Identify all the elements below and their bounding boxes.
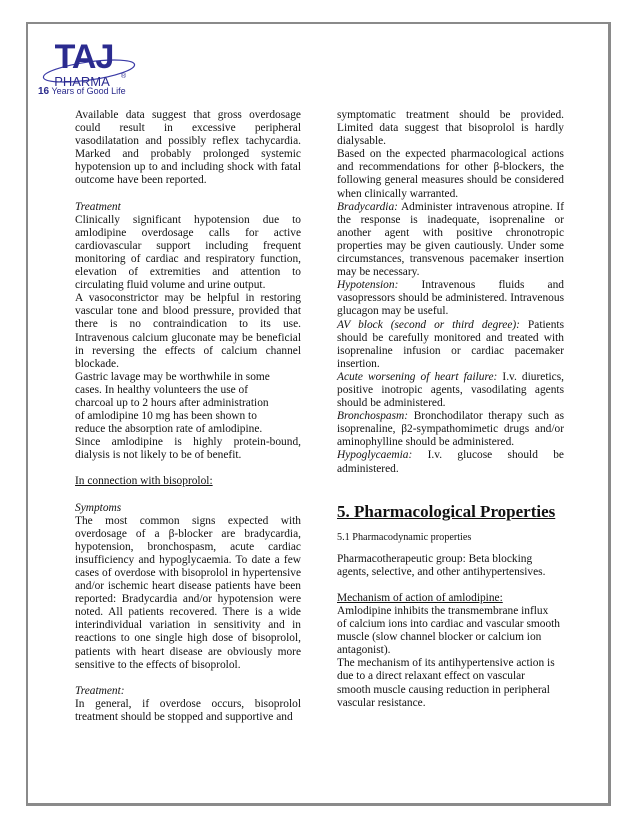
treatment-bisoprolol-heading: Treatment:	[75, 684, 125, 697]
hypoglycaemia-label: Hypoglycaemia:	[337, 449, 413, 462]
hypotension-text: Intravenous fluids and vasopressors should be administered. Intravenous glucagon may be useful.	[337, 279, 564, 318]
mechanism-heading: Mechanism of action of amlodipine:	[337, 591, 503, 604]
right-column	[337, 109, 564, 710]
text-line: The mechanism of its antihypertensive action is	[337, 657, 555, 670]
logo-sub-text: PHARMA	[54, 74, 110, 89]
heart-failure-text: I.v. diuretics, positive inotropic agents, vasodilating agents should be administered.	[337, 370, 564, 410]
text-line: due to a direct relaxant effect on vascular	[337, 670, 525, 683]
av-block-label: AV block (second or third degree):	[337, 318, 520, 331]
text-line: Gastric lavage may be worthwhile in some	[75, 370, 270, 383]
treatment-paragraph-2: A vasoconstrictor may be helpful in restoring vascular tone and blood pressure, provided that there is no contraindication to its use. Intravenous calcium gluconate may be beneficial in reversing the effects of calcium channel blockade.	[75, 292, 301, 370]
bradycardia-text: Administer intravenous atropine. If the response is inadequate, isoprenaline or another agent with positive chronotropic properties may be given cautiously. Under some circumstances, transvenous pacemaker insertion may be necessary.	[337, 200, 564, 279]
bradycardia-paragraph	[337, 201, 564, 280]
logo-registered-mark: ®	[121, 73, 127, 80]
text-line: antagonist).	[337, 644, 391, 657]
subsection-heading: 5.1 Pharmacodynamic properties	[337, 531, 472, 543]
heart-failure-paragraph	[337, 371, 564, 410]
text-line: muscle (slow channel blocker or calcium ion	[337, 631, 542, 644]
mechanism-paragraph	[337, 605, 564, 710]
text-line: of amlodipine 10 mg has been shown to	[75, 410, 257, 423]
text-line: vascular resistance.	[337, 696, 426, 709]
hypoglycaemia-paragraph	[337, 449, 564, 475]
text-line: Amlodipine inhibits the transmembrane influx	[337, 605, 549, 617]
av-block-text: Patients should be carefully monitored and treated with isoprenaline infusion or cardiac pacemaker insertion.	[337, 318, 564, 370]
hypotension-label: Hypotension:	[337, 279, 399, 292]
bradycardia-label: Bradycardia:	[337, 200, 398, 213]
general-measures-paragraph: Based on the expected pharmacological actions and recommendations for other β-blockers, the following general measures should be considered when clinically warranted.	[337, 148, 564, 200]
protein-bound-paragraph: Since amlodipine is highly protein-bound, dialysis is not likely to be of benefit.	[75, 436, 301, 462]
symptoms-paragraph: The most common signs expected with overdosage of a β-blocker are bradycardia, hypotension, bronchospasm, acute cardiac insufficiency and hypoglycaemia. To date a few cases of overdose with bisoprolol in hypertensive and/or ischemic heart disease patients have been reported: Bradycardia and/or hypotension were noted. All patients recovered. There is a wide interindividual variation in sensitivity and in reactions to one single high dose of bisoprolol, patients with heart disease are obviously more sensitive to the effects of bisoprolol.	[75, 514, 301, 671]
text-line: Pharmacotherapeutic group: Beta blocking	[337, 552, 533, 565]
treatment-paragraph-1: Clinically significant hypotension due to amlodipine overdosage calls for active cardiovascular support including frequent monitoring of cardiac and respiratory function, elevation of extremities and attention to circulating fluid volume and urine output.	[75, 213, 301, 292]
treatment-continued-paragraph: symptomatic treatment should be provided. Limited data suggest that bisoprolol is hardly dialysable.	[337, 109, 564, 148]
av-block-paragraph	[337, 319, 564, 371]
hypotension-paragraph	[337, 279, 564, 318]
treatment-bisoprolol-paragraph: In general, if overdose occurs, bisoprolol treatment should be stopped and supportive and	[75, 697, 301, 723]
gastric-lavage-paragraph	[75, 371, 301, 436]
text-line: reduce the absorption rate of amlodipine.	[75, 423, 263, 436]
logo-years-number: 16	[38, 86, 50, 97]
overdose-data-paragraph: Available data suggest that gross overdosage could result in excessive peripheral vasodilatation and possibly reflex tachycardia. Marked and probably prolonged systemic hypotension up to and including shock with fatal outcome have been reported.	[75, 109, 301, 187]
text-line: charcoal up to 2 hours after administration	[75, 396, 269, 409]
bisoprolol-heading: In connection with bisoprolol:	[75, 475, 213, 488]
text-line: smooth muscle causing reduction in peripheral	[337, 683, 550, 696]
text-line: cases. In healthy volunteers the use of	[75, 383, 249, 396]
logo-tagline	[38, 86, 126, 97]
left-column	[75, 109, 301, 724]
section-title: 5. Pharmacological Properties	[337, 501, 556, 521]
text-line: of calcium ions into cardiac and vascular smooth	[337, 618, 560, 631]
treatment-heading: Treatment	[75, 200, 121, 213]
logo-years-text: Years of Good Life	[51, 86, 126, 96]
bronchospasm-text: Bronchodilator therapy such as isoprenaline, β2-sympathomimetic drugs and/or aminophylline should be administered.	[337, 410, 564, 449]
heart-failure-label: Acute worsening of heart failure:	[337, 370, 498, 383]
logo-brand-text: TAJ	[54, 38, 114, 76]
bronchospasm-paragraph	[337, 410, 564, 449]
bronchospasm-label: Bronchospasm:	[337, 410, 409, 423]
text-line: agents, selective, and other antihypertensives.	[337, 565, 546, 578]
hypoglycaemia-text: I.v. glucose should be administered.	[337, 449, 564, 475]
pharmacotherapeutic-group	[337, 553, 564, 579]
symptoms-heading: Symptoms	[75, 501, 122, 514]
